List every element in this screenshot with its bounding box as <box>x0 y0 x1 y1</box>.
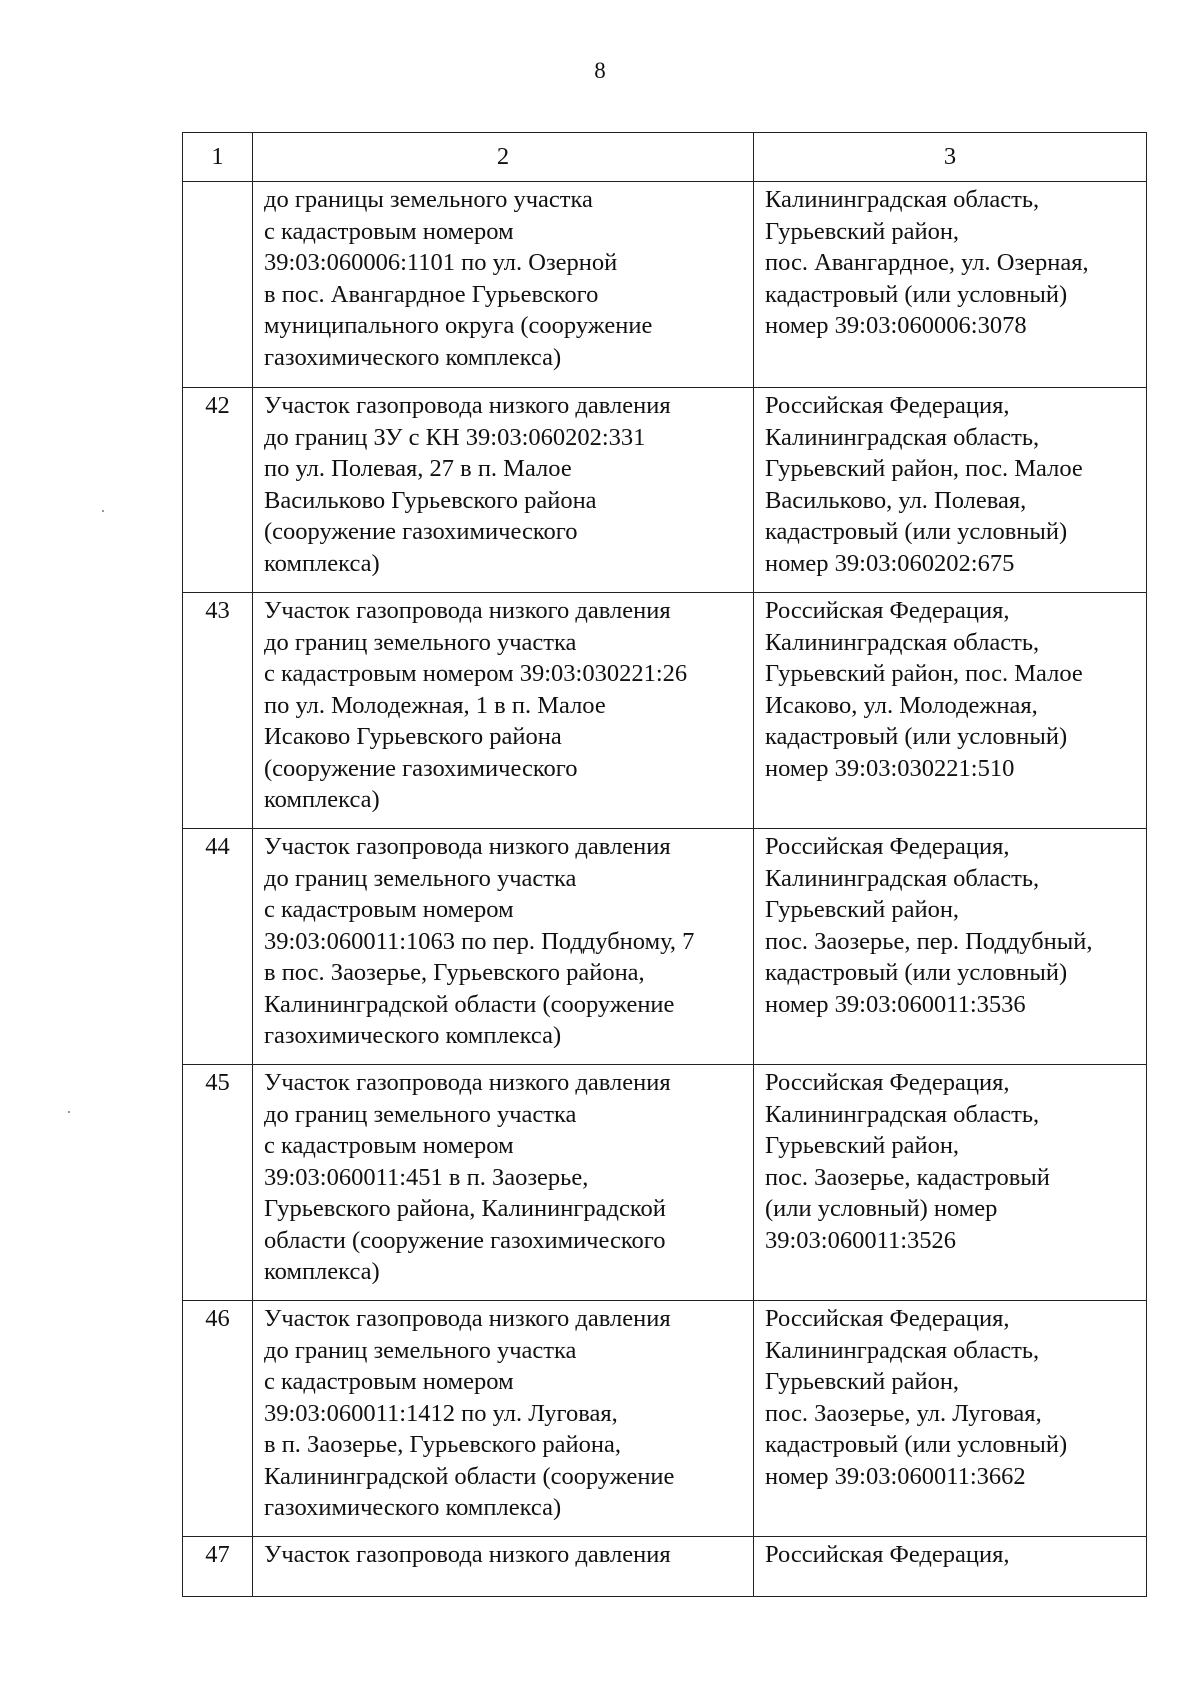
row-number: 43 <box>183 593 253 829</box>
description-line: до границ земельного участка <box>264 864 577 892</box>
address-line: кадастровый (или условный) <box>765 959 1068 986</box>
address-line: Российская Федерация, <box>765 392 1010 419</box>
address-cell <box>754 593 1147 829</box>
description-line: до границ земельного участка <box>264 1100 577 1128</box>
object-description-cell <box>253 182 754 388</box>
description-line: в п. Заозерье, Гурьевского района, <box>264 1431 621 1458</box>
address-line: номер 39:03:060202:675 <box>765 549 1015 577</box>
address-line: номер 39:03:060011:3536 <box>765 990 1026 1018</box>
description-line: муниципального округа (сооружение <box>264 312 653 339</box>
description-line: с кадастровым номером 39:03:030221:26 <box>264 660 688 687</box>
address-line: пос. Заозерье, ул. Луговая, <box>765 1399 1042 1427</box>
description-line: области (сооружение газохимического <box>264 1226 666 1254</box>
description-line: комплекса) <box>264 549 380 577</box>
address-line: номер 39:03:060011:3662 <box>765 1462 1026 1490</box>
address-line: Российская Федерация, <box>765 833 1010 860</box>
row-number: 44 <box>183 829 253 1065</box>
scan-speck <box>102 510 104 512</box>
object-description-cell <box>253 829 754 1065</box>
description-line: с кадастровым номером <box>264 1132 514 1159</box>
address-line: Российская Федерация, <box>765 1541 1010 1568</box>
address-line: Исаково, ул. Молодежная, <box>765 691 1038 719</box>
description-line: 39:03:060006:1101 по ул. Озерной <box>264 249 618 276</box>
description-line: газохимического комплекса) <box>264 1494 562 1521</box>
description-line: с кадастровым номером <box>264 896 514 923</box>
address-cell <box>754 1065 1147 1301</box>
row-number: 46 <box>183 1301 253 1537</box>
address-line: Гурьевский район, <box>765 896 960 923</box>
description-line: Калининградской области (сооружение <box>264 990 675 1018</box>
description-line: Участок газопровода низкого давления <box>264 1541 671 1568</box>
address-line: номер 39:03:060006:3078 <box>765 312 1027 339</box>
address-cell <box>754 388 1147 593</box>
table-row <box>183 593 1147 829</box>
description-line: по ул. Молодежная, 1 в п. Малое <box>264 691 606 719</box>
land-plot-table <box>182 132 1147 1597</box>
description-line: (сооружение газохимического <box>264 754 578 782</box>
address-cell <box>754 1537 1147 1597</box>
description-line: газохимического комплекса) <box>264 343 562 371</box>
address-line: Васильково, ул. Полевая, <box>765 486 1027 514</box>
description-line: Калининградской области (сооружение <box>264 1462 675 1490</box>
description-line: в пос. Авангардное Гурьевского <box>264 280 599 308</box>
column-header-1: 1 <box>183 133 253 182</box>
address-line: пос. Заозерье, кадастровый <box>765 1163 1050 1191</box>
address-line: Калининградская область, <box>765 423 1040 451</box>
description-line: до границ земельного участка <box>264 628 577 656</box>
table-row <box>183 1065 1147 1301</box>
column-header-2: 2 <box>253 133 754 182</box>
object-description-cell <box>253 388 754 593</box>
page-number: 8 <box>594 58 606 83</box>
address-line: Калининградская область, <box>765 186 1040 213</box>
table-header-row <box>183 133 1147 182</box>
address-line: Гурьевский район, пос. Малое <box>765 660 1083 687</box>
address-cell <box>754 1301 1147 1537</box>
address-line: Гурьевский район, пос. Малое <box>765 455 1083 482</box>
address-line: кадастровый (или условный) <box>765 280 1068 308</box>
address-line: (или условный) номер <box>765 1195 998 1222</box>
scan-speck <box>68 1111 70 1113</box>
object-description-cell <box>253 1301 754 1537</box>
description-line: Васильково Гурьевского района <box>264 486 597 514</box>
address-line: пос. Авангардное, ул. Озерная, <box>765 249 1089 276</box>
description-line: 39:03:060011:1412 по ул. Луговая, <box>264 1399 618 1427</box>
table-row <box>183 388 1147 593</box>
description-line: комплекса) <box>264 1258 380 1285</box>
description-line: газохимического комплекса) <box>264 1022 562 1049</box>
description-line: Гурьевского района, Калининградской <box>264 1195 666 1222</box>
address-line: кадастровый (или условный) <box>765 723 1068 750</box>
description-line: Участок газопровода низкого давления <box>264 1305 671 1332</box>
address-line: кадастровый (или условный) <box>765 518 1068 545</box>
address-line: номер 39:03:030221:510 <box>765 754 1015 782</box>
object-description-cell <box>253 1065 754 1301</box>
description-line: в пос. Заозерье, Гурьевского района, <box>264 959 645 986</box>
address-line: Гурьевский район, <box>765 1368 960 1395</box>
description-line: (сооружение газохимического <box>264 518 578 545</box>
row-number: 47 <box>183 1537 253 1597</box>
object-description-cell <box>253 1537 754 1597</box>
description-line: Участок газопровода низкого давления <box>264 1069 671 1096</box>
address-line: Калининградская область, <box>765 1336 1040 1364</box>
description-line: 39:03:060011:1063 по пер. Поддубному, 7 <box>264 927 695 955</box>
description-line: с кадастровым номером <box>264 1368 514 1395</box>
address-line: Калининградская область, <box>765 864 1040 892</box>
description-line: 39:03:060011:451 в п. Заозерье, <box>264 1163 589 1191</box>
column-header-3: 3 <box>754 133 1147 182</box>
table-row <box>183 1537 1147 1597</box>
address-line: Калининградская область, <box>765 1100 1040 1128</box>
description-line: до границ земельного участка <box>264 1336 577 1364</box>
description-line: до границ ЗУ с КН 39:03:060202:331 <box>264 423 646 451</box>
table-row <box>183 1301 1147 1537</box>
address-line: 39:03:060011:3526 <box>765 1226 957 1254</box>
row-number <box>183 182 253 388</box>
address-line: Российская Федерация, <box>765 1305 1010 1332</box>
table-row <box>183 182 1147 388</box>
description-line: Участок газопровода низкого давления <box>264 392 671 419</box>
address-line: кадастровый (или условный) <box>765 1431 1068 1458</box>
address-line: Российская Федерация, <box>765 597 1010 624</box>
table-row <box>183 829 1147 1065</box>
address-cell <box>754 829 1147 1065</box>
description-line: Участок газопровода низкого давления <box>264 597 671 624</box>
address-line: Гурьевский район, <box>765 1132 960 1159</box>
description-line: по ул. Полевая, 27 в п. Малое <box>264 455 572 482</box>
description-line: Исаково Гурьевского района <box>264 723 562 750</box>
address-line: Российская Федерация, <box>765 1069 1010 1096</box>
address-cell <box>754 182 1147 388</box>
address-line: Калининградская область, <box>765 628 1040 656</box>
description-line: комплекса) <box>264 786 380 813</box>
description-line: Участок газопровода низкого давления <box>264 833 671 860</box>
address-line: Гурьевский район, <box>765 217 960 245</box>
address-line: пос. Заозерье, пер. Поддубный, <box>765 927 1093 955</box>
row-number: 45 <box>183 1065 253 1301</box>
description-line: с кадастровым номером <box>264 217 514 245</box>
description-line: до границы земельного участка <box>264 186 593 213</box>
row-number: 42 <box>183 388 253 593</box>
object-description-cell <box>253 593 754 829</box>
